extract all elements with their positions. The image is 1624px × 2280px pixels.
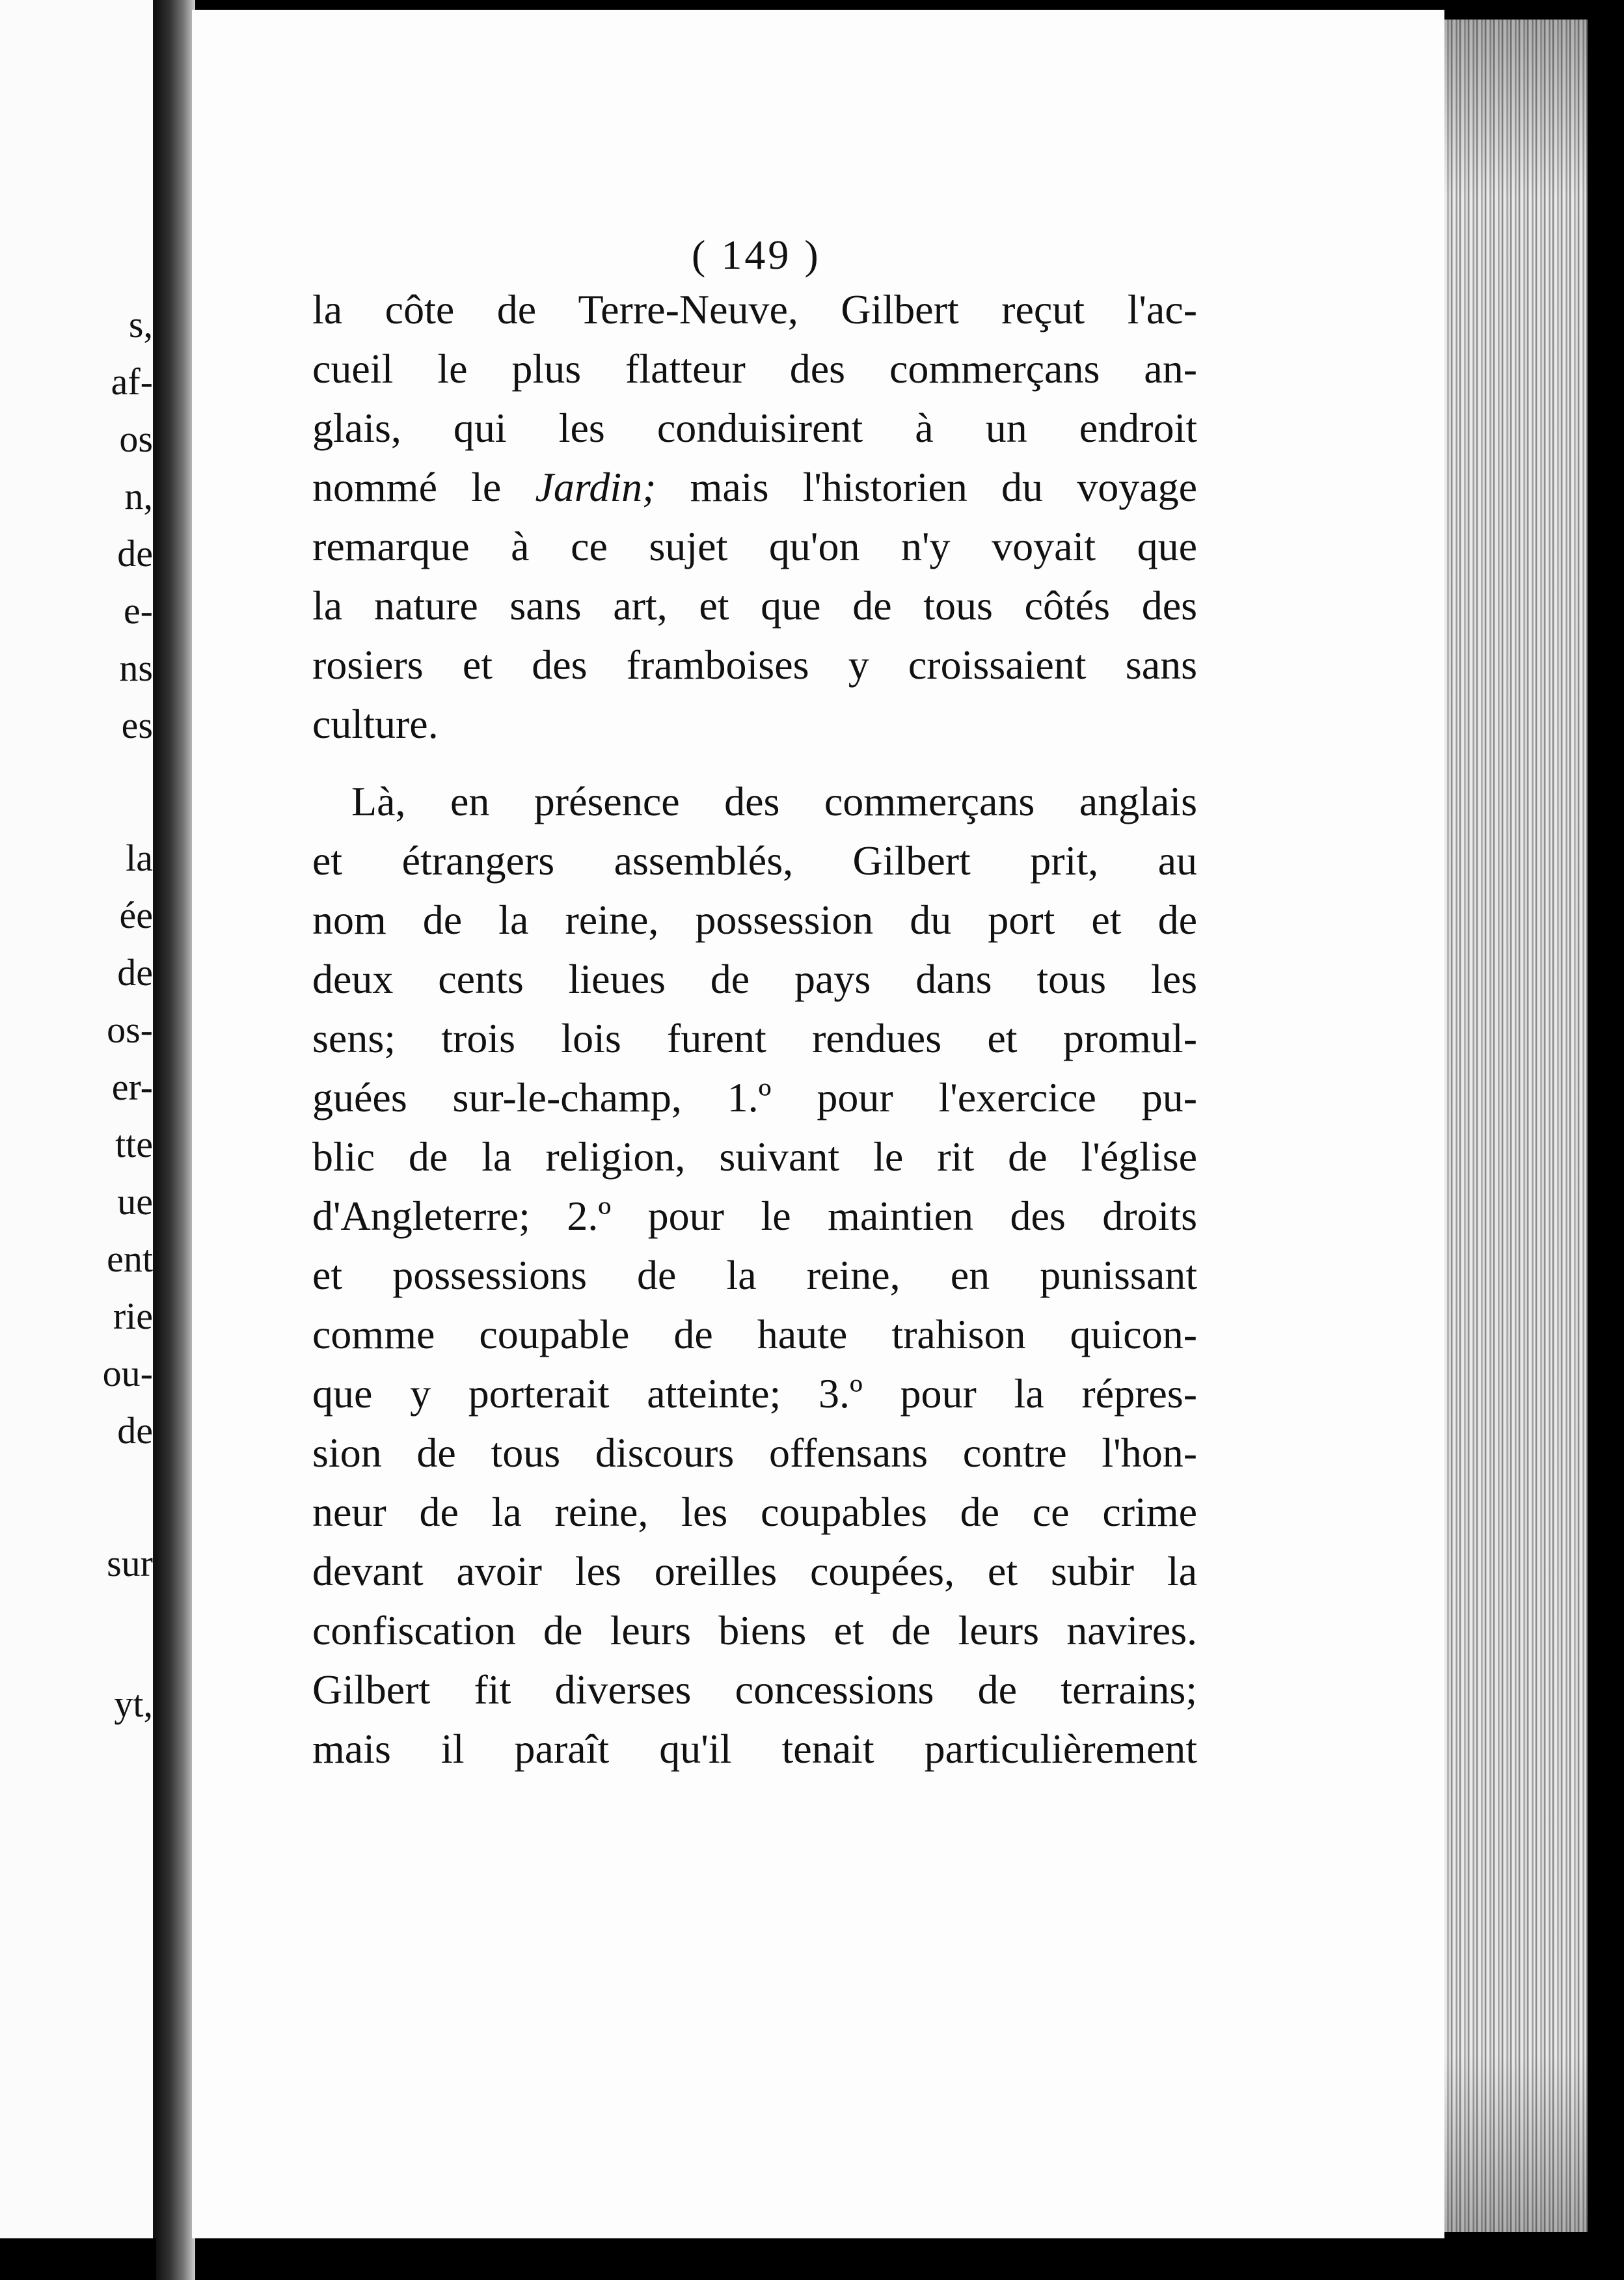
- text-line: nommé le Jardin; mais l'historien du voyage: [312, 464, 1197, 510]
- book-gutter: [156, 0, 195, 2280]
- previous-page-line-ending: de: [117, 951, 153, 994]
- text-line: rosiers et des framboises y croissaient sans: [312, 642, 1197, 688]
- previous-page-line-ending: yt,: [114, 1683, 153, 1725]
- paragraph-2: [312, 772, 1197, 1778]
- previous-page-fragment: [0, 0, 165, 2238]
- previous-page-line-ending: af-: [111, 360, 153, 403]
- page-number: ( 149 ): [692, 232, 821, 278]
- text-line: confiscation de leurs biens et de leurs navires.: [312, 1607, 1197, 1653]
- previous-page-line-ending: sur: [107, 1542, 153, 1584]
- text-line: sion de tous discours offensans contre l'hon-: [312, 1430, 1197, 1476]
- previous-page-line-ending: n,: [124, 475, 153, 517]
- text-line: mais il paraît qu'il tenait particulièrement: [312, 1726, 1197, 1772]
- text-line: d'Angleterre; 2.º pour le maintien des droits: [312, 1193, 1197, 1239]
- previous-page-line-ending: os: [119, 418, 153, 460]
- text-line: sens; trois lois furent rendues et promul-: [312, 1015, 1197, 1061]
- text-line: cueil le plus flatteur des commerçans an-: [312, 346, 1197, 392]
- text-line: culture.: [312, 701, 439, 747]
- text-line: remarque à ce sujet qu'on n'y voyait que: [312, 523, 1197, 569]
- previous-page-line-ending: ée: [119, 894, 153, 936]
- text-line: nom de la reine, possession du port et de: [312, 897, 1197, 943]
- page-edges: [1444, 20, 1588, 2232]
- previous-page-line-ending: tte: [115, 1123, 153, 1165]
- previous-page-line-ending: ou-: [102, 1352, 153, 1394]
- text-line: neur de la reine, les coupables de ce crime: [312, 1489, 1197, 1535]
- text-line: Gilbert fit diverses concessions de terrains;: [312, 1666, 1197, 1713]
- text-line: et possessions de la reine, en punissant: [312, 1252, 1197, 1298]
- paragraph-1: [312, 280, 1197, 753]
- previous-page-line-ending: rie: [113, 1295, 153, 1337]
- italic-word: Jardin;: [535, 464, 656, 510]
- previous-page-line-ending: s,: [128, 303, 153, 346]
- text-line: comme coupable de haute trahison quicon-: [312, 1311, 1197, 1357]
- previous-page-line-ending: la: [126, 837, 153, 879]
- text-line: Là, en présence des commerçans anglais: [351, 778, 1197, 824]
- previous-page-line-ending: ns: [119, 647, 153, 689]
- text-line: la côte de Terre-Neuve, Gilbert reçut l'ac-: [312, 286, 1197, 332]
- body-text: [312, 280, 1197, 1778]
- previous-page-line-ending: ent: [107, 1238, 153, 1280]
- previous-page-line-ending: e-: [123, 590, 153, 632]
- previous-page-line-ending: es: [121, 704, 153, 746]
- text-line: que y porterait atteinte; 3.º pour la répres-: [312, 1370, 1197, 1417]
- previous-page-line-ending: os-: [107, 1009, 153, 1051]
- text-line: blic de la religion, suivant le rit de l'église: [312, 1133, 1197, 1180]
- text-line: glais, qui les conduisirent à un endroit: [312, 405, 1197, 451]
- previous-page-line-ending: de: [117, 532, 153, 575]
- text-line: deux cents lieues de pays dans tous les: [312, 956, 1197, 1002]
- previous-page-line-ending: ue: [117, 1180, 153, 1223]
- previous-page-line-ending: er-: [111, 1066, 153, 1108]
- text-line: devant avoir les oreilles coupées, et subir la: [312, 1548, 1197, 1594]
- text-line: la nature sans art, et que de tous côtés des: [312, 582, 1197, 629]
- previous-page-line-ending: de: [117, 1409, 153, 1452]
- text-line: guées sur-le-champ, 1.º pour l'exercice pu-: [312, 1074, 1197, 1120]
- text-line: et étrangers assemblés, Gilbert prit, au: [312, 837, 1197, 884]
